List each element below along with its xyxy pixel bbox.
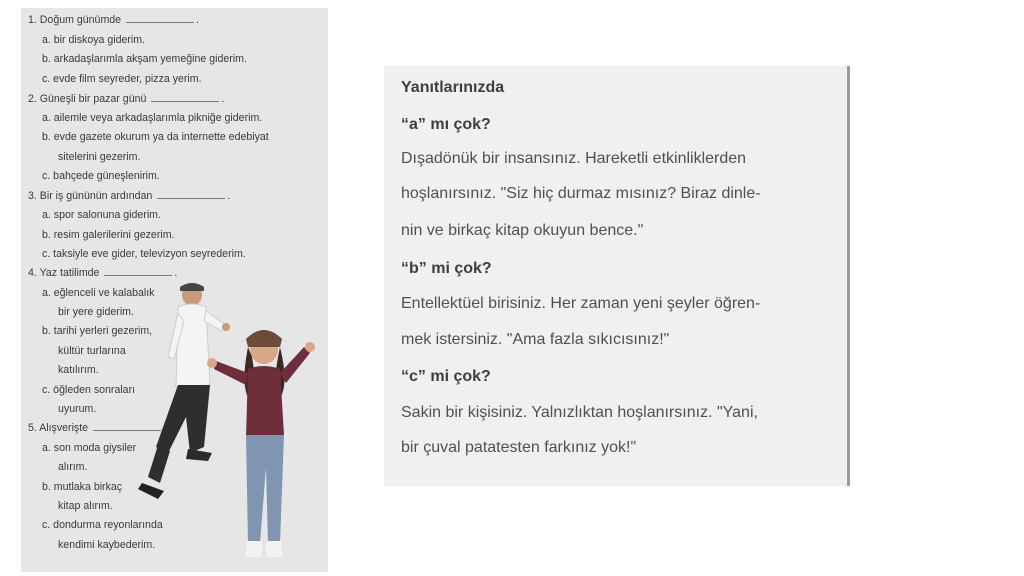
period: .: [227, 190, 231, 202]
man-figure: [138, 283, 230, 499]
text-b-line2: mek istersiniz. "Ama fazla sıkıcısınız!": [401, 331, 670, 348]
option-5a-cont: alırım.: [58, 461, 88, 473]
answer-blank: [151, 93, 219, 102]
text-a-line2: hoşlanırsınız. "Siz hiç durmaz mısınız? Biraz dinle-: [401, 185, 761, 202]
panel-border: [847, 66, 850, 486]
option-5c-cont: kendimi kaybederim.: [58, 539, 156, 551]
option-3b: b. resim galerilerini gezerim.: [42, 229, 175, 241]
option-4a: a. eğlenceli ve kalabalık: [42, 287, 155, 299]
heading-a: “a” mı çok?: [401, 116, 491, 133]
option-2c: c. bahçede güneşlenirim.: [42, 170, 160, 182]
option-4b-cont: kültür turlarına: [58, 345, 126, 357]
text-c-line1: Sakin bir kişisiniz. Yalnızlıktan hoşlanırsınız. "Yani,: [401, 404, 758, 421]
option-3a: a. spor salonuna giderim.: [42, 209, 161, 221]
text-c-line2: bir çuval patatesten farkınız yok!": [401, 439, 637, 456]
text-b-line1: Entellektüel birisiniz. Her zaman yeni şeyler öğren-: [401, 295, 761, 312]
period: .: [196, 14, 199, 26]
option-5a: a. son moda giysiler: [42, 442, 137, 454]
answers-panel: [384, 66, 850, 486]
option-4c: c. öğleden sonraları: [42, 384, 136, 396]
option-2b: b. evde gazete okurum ya da internette edebiyat: [42, 131, 269, 143]
answer-blank: [104, 267, 172, 276]
option-4c-cont: uyurum.: [58, 403, 97, 415]
question-2: [28, 93, 224, 106]
option-5c: c. dondurma reyonlarında: [42, 519, 163, 531]
question-3: [28, 190, 230, 203]
question-text: 5. Alışverişte: [28, 422, 89, 434]
option-4a-cont: bir yere giderim.: [58, 306, 134, 318]
option-1c: c. evde film seyreder, pizza yerim.: [42, 73, 202, 85]
answer-blank: [157, 190, 225, 199]
option-1a: a. bir diskoya giderim.: [42, 34, 146, 46]
people-photo: [128, 277, 328, 569]
question-1: [28, 14, 199, 27]
option-5b: b. mutlaka birkaç: [42, 481, 123, 493]
period: .: [221, 93, 225, 105]
text-a-line1: Dışadönük bir insansınız. Hareketli etkinliklerden: [401, 150, 747, 167]
heading-b: “b” mi çok?: [401, 260, 492, 277]
period: .: [174, 267, 178, 279]
question-text: 1. Doğum günümde: [28, 14, 122, 26]
option-5b-cont: kitap alırım.: [58, 500, 113, 512]
heading-c: “c” mi çok?: [401, 368, 491, 385]
answers-title: Yanıtlarınızda: [401, 79, 505, 96]
question-text: 2. Güneşli bir pazar günü: [28, 93, 147, 105]
option-1b: b. arkadaşlarımla akşam yemeğine giderim.: [42, 53, 247, 65]
answer-blank: [126, 14, 194, 23]
option-3c: c. taksiyle eve gider, televizyon seyrederim.: [42, 248, 246, 260]
question-text: 3. Bir iş gününün ardından: [28, 190, 153, 202]
option-4b: b. tarihi yerleri gezerim,: [42, 325, 153, 337]
question-text: 4. Yaz tatilimde: [28, 267, 100, 279]
woman-figure: [207, 330, 315, 557]
text-a-line3: nin ve birkaç kitap okuyun bence.": [401, 222, 644, 239]
option-2b-cont: sitelerini gezerim.: [58, 151, 141, 163]
option-4b-cont2: katılırım.: [58, 364, 99, 376]
option-2a: a. ailemle veya arkadaşlarımla pikniğe giderim.: [42, 112, 263, 124]
